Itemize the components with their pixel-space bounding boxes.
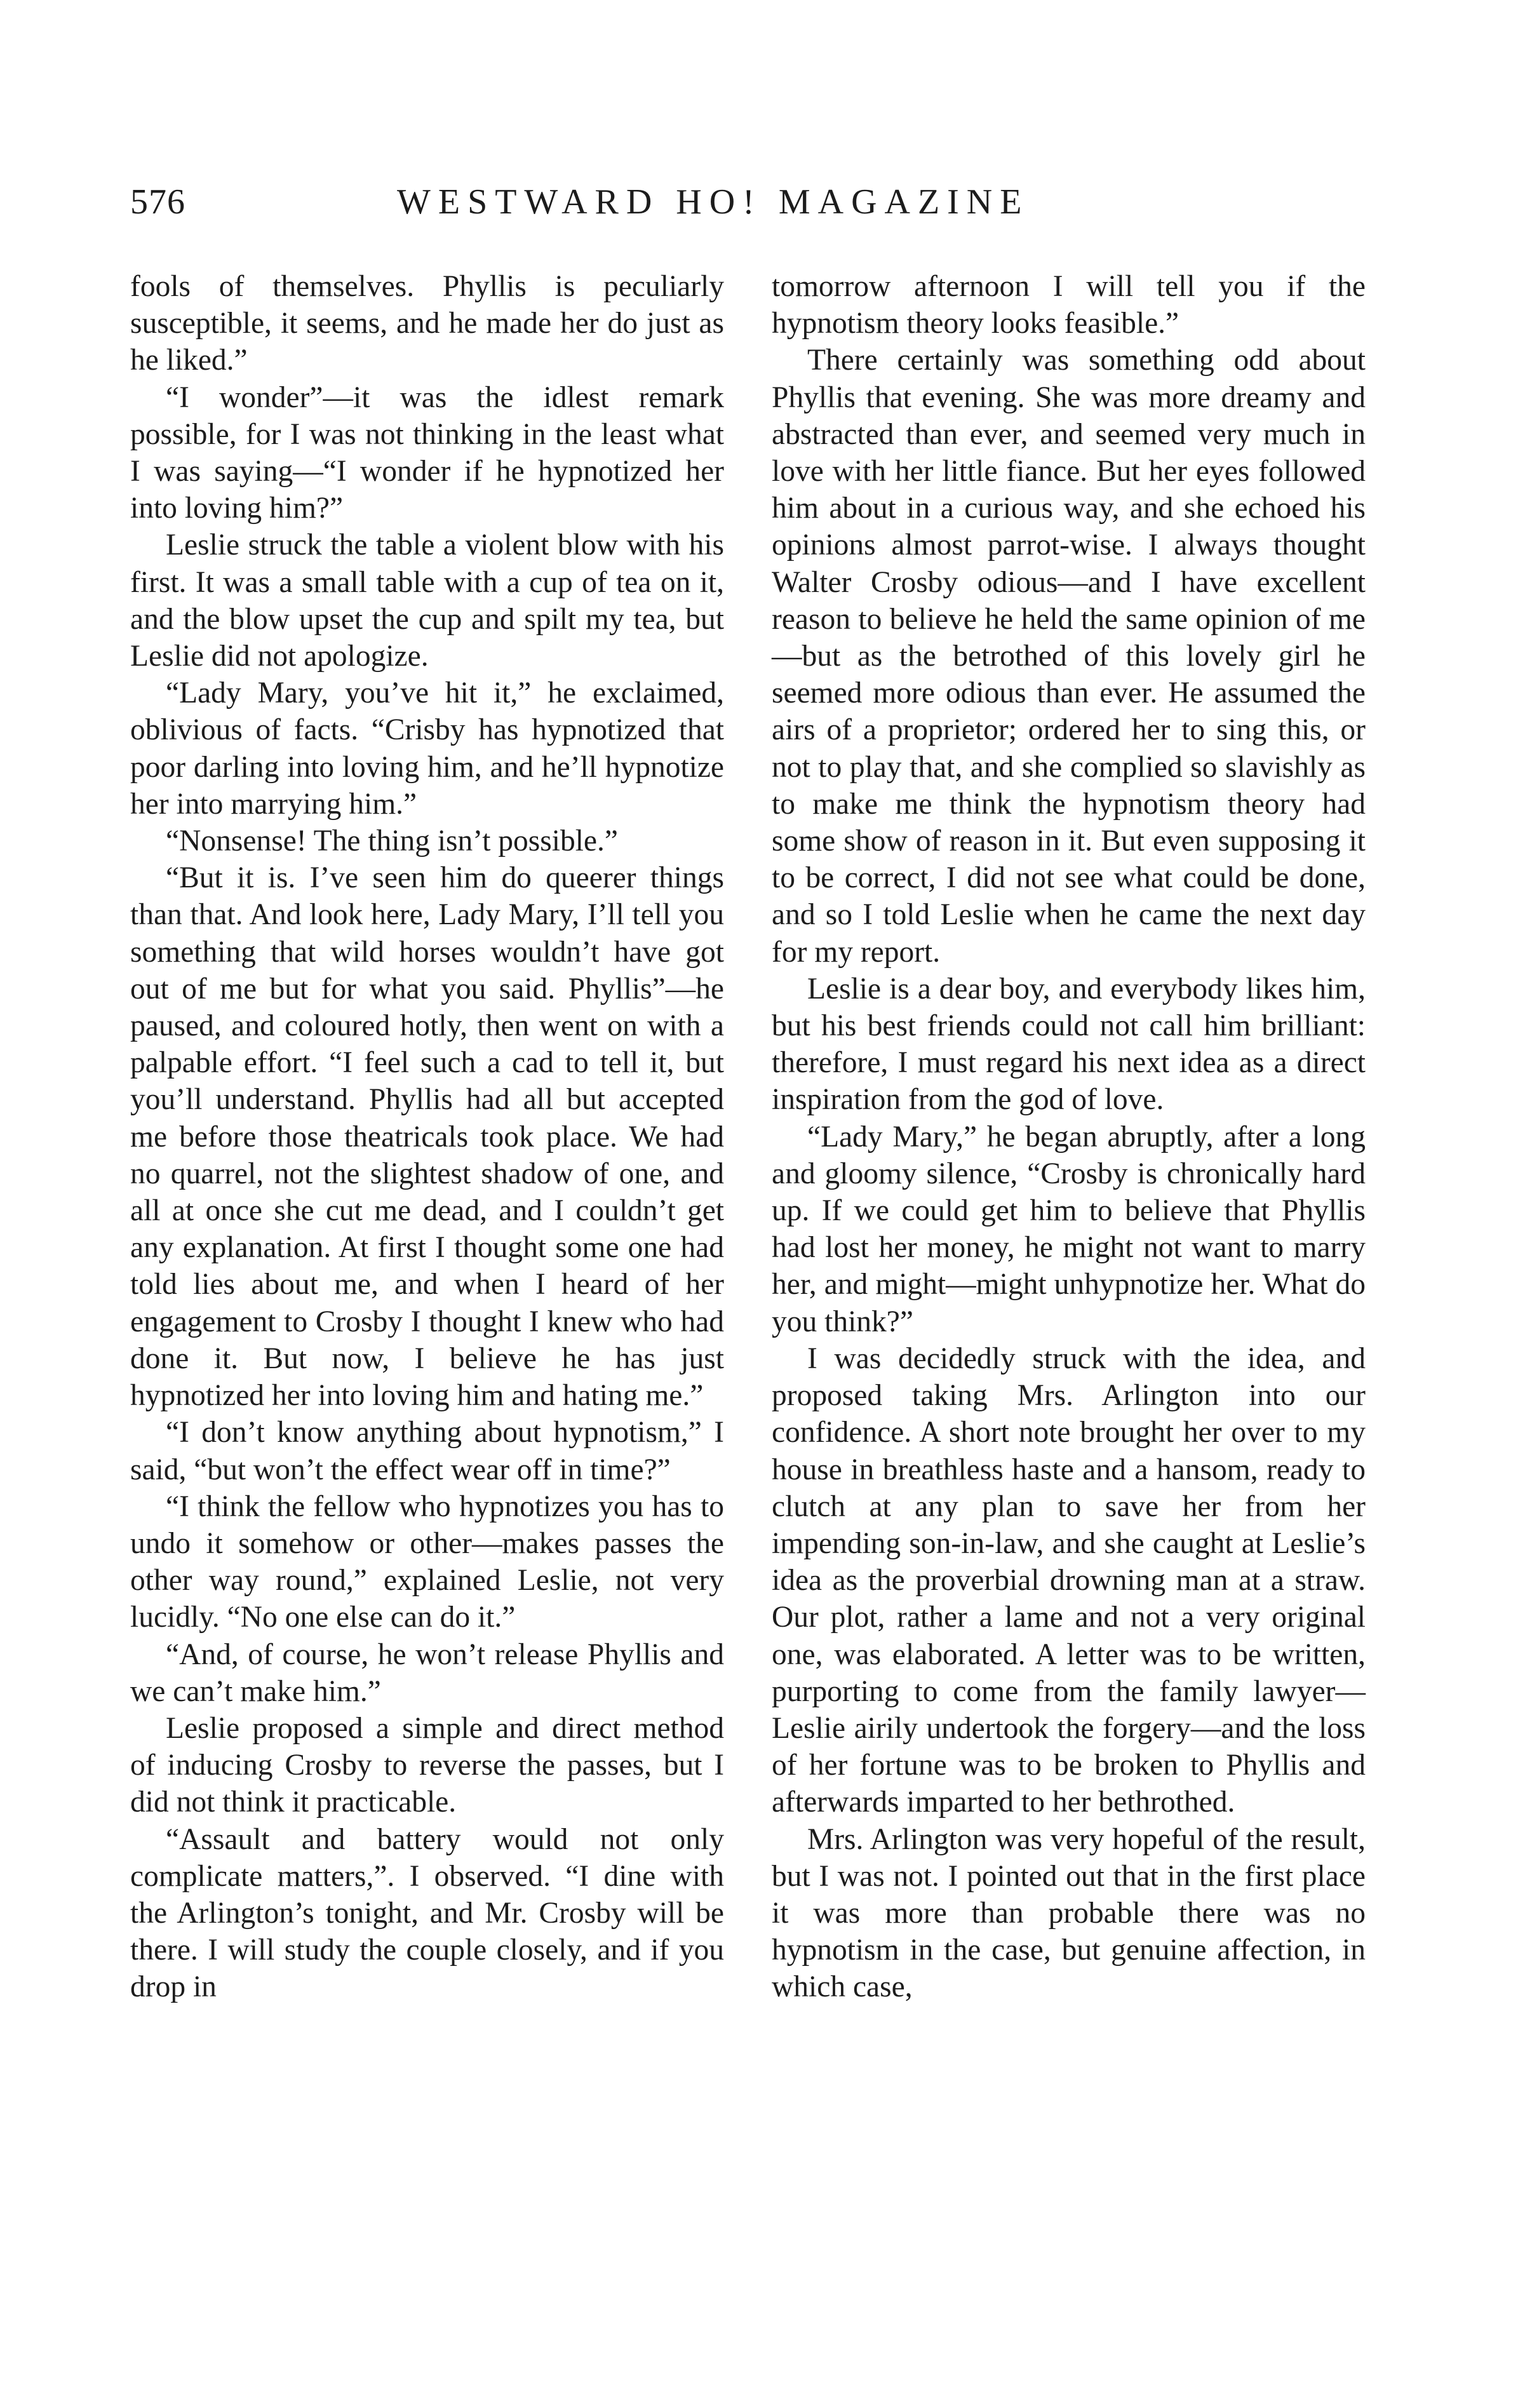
paragraph: I was decidedly struck with the idea, and proposed taking Mrs. Arlington into our confidence. A short note brought her over to my house in breathless haste and a hansom, ready to clutch at any plan to save her from her impending son-in-law, and she caught at Leslie’s idea as the proverbial drowning man at a straw. Our plot, rather a lame and not a very original one, was elaborated. A letter was to be written, purporting to come from the family lawyer—Leslie airily undertook the forgery—and the loss of her fortune was to be broken to Phyllis and afterwards imparted to her bethrothed. [772, 1342, 1366, 1819]
paragraph: “I think the fellow who hypnotizes you has to undo it somehow or other—makes passes the other way round,” explained Leslie, not very lucidly. “No one else can do it.” [130, 1490, 724, 1634]
right-column [772, 268, 1366, 2006]
paragraph: “Lady Mary,” he began abruptly, after a long and gloomy silence, “Crosby is chronically hard up. If we could get him to believe that Phyllis had lost her money, he might not want to marry her, and might—might unhypnotize her. What do you think?” [772, 1120, 1366, 1338]
paragraph: “I don’t know anything about hypnotism,” I said, “but won’t the effect wear off in time?” [130, 1416, 724, 1486]
paragraph: Leslie proposed a simple and direct method of inducing Crosby to reverse the passes, but I did not think it practicable. [130, 1711, 724, 1819]
paragraph: Leslie is a dear boy, and everybody likes him, but his best friends could not call him brilliant: therefore, I must regard his next idea as a direct inspiration from the god of love. [772, 972, 1366, 1117]
paragraph: Leslie struck the table a violent blow with his first. It was a small table with a cup of tea on it, and the blow upset the cup and spilt my tea, but Leslie did not apologize. [130, 528, 724, 673]
paragraph: “And, of course, he won’t release Phyllis and we can’t make him.” [130, 1638, 724, 1708]
paragraph: “But it is. I’ve seen him do queerer things than that. And look here, Lady Mary, I’ll tell you something that wild horses wouldn’t have got out of me but for what you said. Phyllis”—he paused, and coloured hotly, then went on with a palpable effort. “I feel such a cad to tell it, but you’ll understand. Phyllis had all but accepted me before those theatricals took place. We had no quarrel, not the slightest shadow of one, and all at once she cut me dead, and I couldn’t get any explanation. At first I thought some one had told lies about me, and when I heard of her engagement to Crosby I thought I knew who had done it. But now, I believe he has just hypnotized her into loving him and hating me.” [130, 861, 724, 1413]
left-column [130, 268, 724, 2006]
paragraph: “Lady Mary, you’ve hit it,” he exclaimed, oblivious of facts. “Crisby has hypnotized that poor darling into loving him, and he’ll hypnotize her into marrying him.” [130, 676, 724, 821]
paragraph: “Assault and battery would not only complicate matters,”. I observed. “I dine with the Arlington’s tonight, and Mr. Crosby will be there. I will study the couple closely, and if you drop in [130, 1822, 724, 2004]
page-number: 576 [130, 182, 185, 222]
paragraph: “I wonder”—it was the idlest remark possible, for I was not thinking in the least what I was saying—“I wonder if he hypnotized her into loving him?” [130, 380, 724, 525]
paragraph: tomorrow afternoon I will tell you if the hypnotism theory looks feasible.” [772, 270, 1366, 340]
page-header [130, 177, 1375, 227]
paragraph: fools of themselves. Phyllis is peculiarly susceptible, it seems, and he made her do just as he liked.” [130, 270, 724, 377]
paragraph: “Nonsense! The thing isn’t possible.” [166, 824, 618, 858]
running-title: WESTWARD HO! MAGAZINE [397, 182, 1030, 222]
paragraph: Mrs. Arlington was very hopeful of the result, but I was not. I pointed out that in the first place it was more than probable there was no hypnotism in the case, but genuine affection, in which case, [772, 1822, 1366, 2004]
paragraph: There certainly was something odd about Phyllis that evening. She was more dreamy and abstracted than ever, and seemed very much in love with her little fiance. But her eyes followed him about in a curious way, and she echoed his opinions almost parrot-wise. I always thought Walter Crosby odious—and I have excellent reason to believe he held the same opinion of me—but as the betrothed of this lovely girl he seemed more odious than ever. He assumed the airs of a proprietor; ordered her to sing this, or not to play that, and she complied so slavishly as to make me think the hypnotism theory had some show of reason in it. But even supposing it to be correct, I did not see what could be done, and so I told Leslie when he came the next day for my report. [772, 344, 1366, 969]
